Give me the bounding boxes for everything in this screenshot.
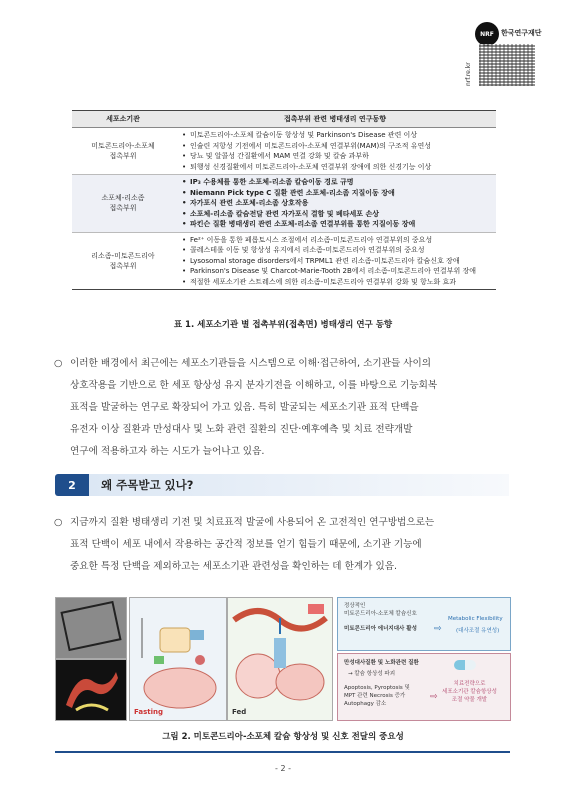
fasting-cell-diagram-icon — [130, 598, 226, 720]
paragraph-line: 상호작용을 기반으로 한 세포 항상성 유지 분자기전을 이해하고, 이를 바탕으로 기능회복 — [70, 380, 438, 391]
qr-code-icon — [479, 44, 535, 86]
footer-rule — [55, 751, 510, 753]
table-row — [72, 175, 496, 233]
paragraph-line: 연구에 적용하고자 하는 시도가 늘어나고 있음. — [70, 446, 265, 457]
fed-cell-diagram-icon — [228, 598, 332, 720]
trend-cell — [174, 175, 496, 233]
metabolic-flexibility: Metabolic Flexibility — [448, 616, 503, 622]
trend-cell — [174, 232, 496, 290]
organelle-shape-icon — [56, 660, 126, 720]
logo-side-text: nrf.re.kr — [465, 62, 472, 86]
organelle-cell: 미토콘드리아-소포체 접촉부위 — [72, 128, 174, 175]
section-title: 왜 주목받고 있나? — [101, 478, 194, 492]
organelle-cell: 소포체-리소좀 접촉부위 — [72, 175, 174, 233]
fed-diagram — [227, 597, 333, 721]
trend-item: • Fe²⁺ 이동을 통한 페롭토시스 조절에서 리소좀-미토콘드리아 연결부위의 중요성 — [180, 235, 496, 246]
trend-item: • 콜레스테롤 이동 및 항상성 유지에서 리소좀-미토콘드리아 연결부위의 중요성 — [180, 245, 496, 256]
trend-item: • 파킨슨 질환 병태생리 관련 소포체-리소좀 연결부위를 통한 지질이동 장애 — [180, 219, 496, 230]
normal-signaling-box — [337, 597, 511, 651]
column-header-trend: 접촉부위 관련 병태생리 연구동향 — [174, 111, 496, 128]
3d-reconstruction-image — [55, 659, 127, 721]
metabolic-flexibility-ko: (대사조절 유연성) — [456, 628, 500, 634]
disease-effects: Apoptosis, Pyroptosis 및 MPT 관련 Necrosis 증가 Autophagy 감소 — [344, 685, 410, 707]
table-caption: 표 1. 세포소기관 별 접촉부위(접촉면) 병태생리 연구 동향 — [173, 320, 393, 330]
fed-label: Fed — [232, 708, 247, 716]
section-header — [55, 474, 509, 496]
logo-name: 한국연구재단 — [501, 29, 542, 37]
table-row — [72, 232, 496, 290]
trend-item: • 퇴행성 신경질환에서 미토콘드리아-소포체 연결부위 장애에 의한 신경기능 이상 — [180, 162, 496, 173]
paragraph-limitation — [54, 512, 518, 578]
paragraph-bullet: ○ — [54, 517, 63, 528]
paragraph-line: 표적을 발굴하는 연구로 확장되어 가고 있음. 특히 발굴되는 세포소기관 표적 단백을 — [70, 402, 419, 413]
nrf-emblem-icon: NRF — [475, 22, 499, 46]
page-number: - 2 - — [275, 764, 291, 773]
paragraph-line: 지금까지 질환 병태생리 기전 및 치료표적 발굴에 사용되어 온 고전적인 연구방법으로는 — [70, 517, 435, 528]
section-number: 2 — [55, 474, 89, 496]
trend-item: • 소포체-리소좀 칼슘전달 관련 자가포식 결함 및 베타세포 손상 — [180, 209, 496, 220]
trend-item: • 자가포식 관련 소포체-리소좀 상호작용 — [180, 198, 496, 209]
research-trend-table — [72, 110, 496, 290]
paragraph-line: 중요한 특정 단백을 제외하고는 세포소기관 관련성을 확인하는 데 한계가 있음. — [70, 561, 398, 572]
figure-caption: 그림 2. 미토콘드리아-소포체 칼슘 항상성 및 신호 전달의 중요성 — [162, 732, 404, 742]
trend-item: • Lysosomal storage disorders에서 TRPML1 관련 리소좀-미토콘드리아 칼슘신호 장애 — [180, 256, 496, 267]
trend-cell — [174, 128, 496, 175]
capsule-icon — [454, 660, 476, 670]
disease-box — [337, 653, 511, 721]
disease-line: → 칼슘 항상성 파괴 — [348, 671, 396, 677]
trend-item: • 미토콘드리아-소포체 칼슘이동 항상성 및 Parkinson's Disease 관련 이상 — [180, 130, 496, 141]
therapy-text: 치료전략으로 세포소기관 칼슘항상성 조절 약물 개발 — [442, 681, 497, 703]
logo — [465, 18, 543, 86]
trend-item: • 인슐린 저항성 기전에서 미토콘드리아-소포체 연결부위(MAM)의 구조적 유연성 — [180, 141, 496, 152]
fasting-label: Fasting — [134, 708, 164, 716]
table-row — [72, 128, 496, 175]
fasting-diagram — [129, 597, 227, 721]
em-micrograph-image — [55, 597, 127, 659]
organelle-cell: 리소좀-미토콘드리아 접촉부위 — [72, 232, 174, 290]
figure-calcium-signaling — [55, 595, 510, 720]
trend-item: • Parkinson's Disease 및 Charcot-Marie-Tooth 2B에서 리소좀-미토콘드리아 연결부위 장애 — [180, 266, 496, 277]
trend-item: • 적절한 세포소기관 스트레스에 의한 리소좀-미토콘드리아 연결부위 강화 및 항노화 효과 — [180, 277, 496, 288]
table-header-row — [72, 111, 496, 128]
paragraph-background — [54, 353, 518, 463]
trend-item: • Niemann Pick type C 질환 관련 소포체-리소좀 지질이동 장애 — [180, 188, 496, 199]
paragraph-line: 이러한 배경에서 최근에는 세포소기관들을 시스템으로 이해·접근하여, 소기관들 사이의 — [70, 358, 432, 369]
disease-title: 만성대사질환 및 노화관련 질환 — [344, 660, 419, 666]
arrow-right-icon: ⇨ — [434, 624, 442, 634]
arrow-right-icon: ⇨ — [430, 692, 438, 702]
normal-box-title: 정상적인 미토콘드리아-소포체 칼슘신호 — [344, 603, 417, 617]
zoom-box-icon — [60, 601, 121, 651]
normal-box-subtitle: 미토콘드리아 에너지대사 활성 — [344, 626, 417, 632]
paragraph-line: 표적 단백이 세포 내에서 작용하는 공간적 정보를 얻기 힘들기 때문에, 소기관 기능에 — [70, 539, 422, 550]
paragraph-line: 유전자 이상 질환과 만성대사 및 노화 관련 질환의 진단·예후예측 및 치료 전략개발 — [70, 424, 413, 435]
column-header-organelle: 세포소기관 — [72, 111, 174, 128]
trend-item: • IP₃ 수용체를 통한 소포체-리소좀 칼슘이동 경로 규명 — [180, 177, 496, 188]
paragraph-bullet: ○ — [54, 358, 63, 369]
trend-item: • 당뇨 및 알콜성 간질환에서 MAM 연결 강화 및 칼슘 과부하 — [180, 151, 496, 162]
